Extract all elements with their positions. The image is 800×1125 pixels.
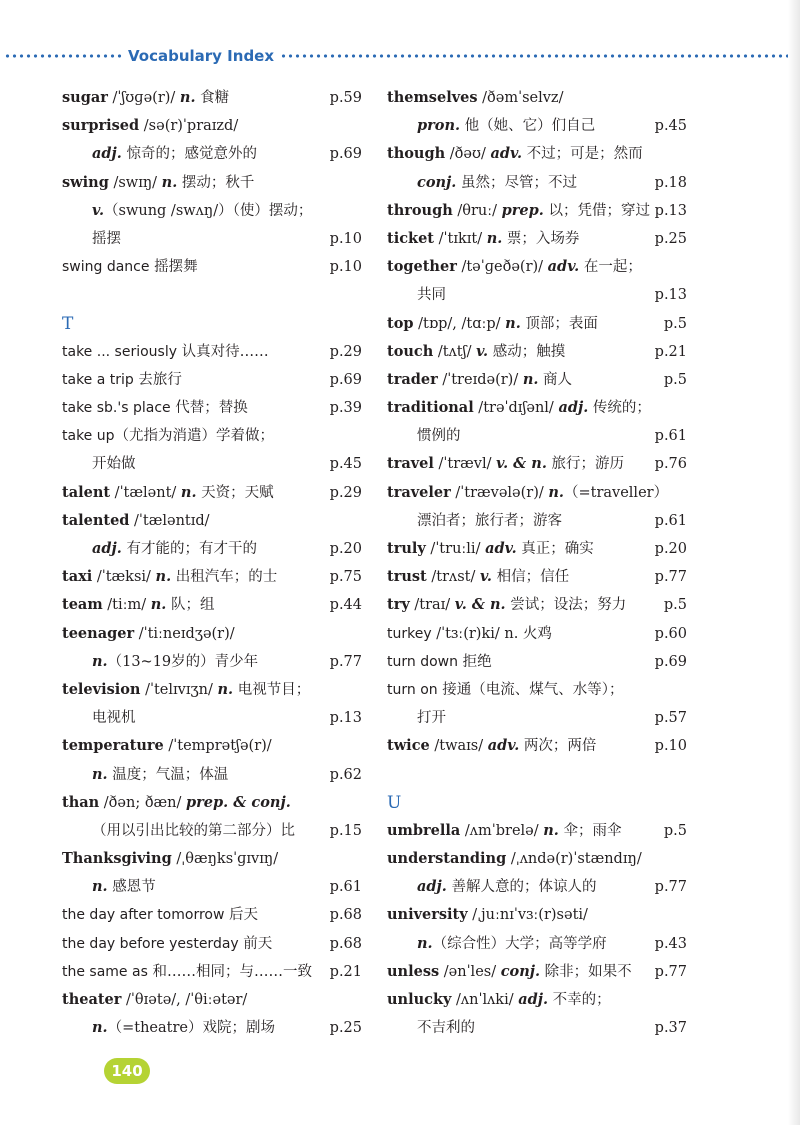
definition: 漂泊者；旅行者；游客 (417, 512, 562, 529)
definition: （尤指为消遣）学着做； (114, 428, 274, 445)
headword: taxi (62, 568, 93, 586)
page-reference: p.5 (663, 597, 687, 614)
phonetic: /tʌtʃ/ (433, 343, 477, 360)
definition: 两次；两倍 (519, 738, 597, 755)
definition: 天资；天赋 (196, 484, 274, 501)
page-reference: p.43 (654, 935, 687, 952)
headword: television (62, 680, 141, 698)
definition: 电视机 (92, 710, 136, 727)
phonetic: /twaɪs/ (429, 738, 488, 755)
part-of-speech: n. (522, 370, 539, 388)
index-entry (387, 873, 687, 901)
part-of-speech: adv. (485, 540, 517, 557)
page-reference: p.57 (654, 710, 687, 727)
index-entry (62, 1014, 362, 1042)
definition: 商人 (538, 371, 573, 388)
definition: 以；凭借；穿过 (543, 202, 650, 219)
index-entry (62, 620, 362, 648)
part-of-speech: adv. (487, 737, 520, 755)
definition: 传统的； (588, 400, 651, 417)
headword: swing (62, 173, 109, 191)
page-reference: p.20 (329, 541, 362, 557)
definition: 旅行；游历 (546, 456, 625, 473)
phonetic: /təˈɡeðə(r)/ (456, 259, 548, 276)
page-reference: p.21 (329, 963, 362, 980)
headword: take ... seriously (62, 343, 178, 360)
section-gap (62, 281, 362, 309)
headword: twice (387, 737, 430, 755)
index-entry (62, 225, 362, 253)
part-of-speech: n. (505, 314, 521, 332)
page-reference: p.77 (329, 653, 362, 670)
part-of-speech: conj. (417, 173, 457, 191)
index-entry (62, 479, 362, 507)
part-of-speech: v. (92, 201, 105, 219)
headword: through (387, 201, 453, 219)
index-entry (62, 817, 362, 845)
part-of-speech: n. (179, 89, 196, 106)
phonetic: /ˈtrævələ(r)/ (450, 484, 549, 501)
page-reference: p.61 (654, 512, 687, 529)
index-entry (62, 394, 362, 422)
headword: understanding (387, 850, 507, 868)
headword: talent (62, 483, 111, 501)
headword: turkey (387, 625, 432, 642)
definition: （=traveller） (563, 484, 669, 501)
page-reference: p.59 (329, 90, 362, 106)
headword: university (387, 906, 468, 924)
definition: （=theatre）戏院；剧场 (107, 1020, 275, 1037)
headword: surprised (62, 117, 140, 135)
page-reference: p.68 (329, 907, 362, 924)
index-entry (62, 140, 362, 168)
part-of-speech: prep. (501, 201, 544, 219)
index-entry (387, 676, 687, 704)
definition: 摇摆 (92, 230, 121, 247)
page-number: 140 (111, 1062, 143, 1080)
definition: 队；组 (166, 597, 215, 614)
index-entry (387, 84, 687, 112)
headword: traveler (387, 483, 451, 501)
definition: 出租汽车；的士 (171, 569, 278, 586)
phonetic: /ˌθæŋksˈɡɪvɪŋ/ (171, 851, 279, 868)
index-entry (387, 704, 687, 732)
definition: 共同 (417, 287, 446, 304)
definition: 和……相同；与……一致 (147, 963, 312, 980)
phonetic: /traɪ/ (409, 597, 455, 614)
section-title: Vocabulary Index (128, 47, 275, 65)
page-reference: p.10 (329, 230, 362, 247)
page-reference: p.29 (329, 343, 362, 360)
part-of-speech: v. & n. (496, 455, 547, 473)
page-reference: p.60 (654, 625, 687, 642)
index-entry (62, 732, 362, 760)
page-reference: p.21 (654, 343, 687, 360)
index-entry (387, 479, 687, 507)
page-reference: p.10 (654, 738, 687, 755)
phonetic: /ˈtelɪvɪʒn/ (140, 681, 218, 698)
index-entry (62, 253, 362, 281)
part-of-speech: n. (92, 652, 108, 670)
page-reference: p.5 (663, 315, 687, 332)
definition: /ˈtɜː(r)ki/ n. 火鸡 (431, 625, 552, 642)
page-reference: p.13 (329, 710, 362, 727)
index-entry (387, 901, 687, 929)
definition: 顶部；表面 (520, 315, 598, 332)
page-reference: p.61 (329, 879, 362, 896)
headword: take up (62, 428, 115, 445)
definition: 不幸的； (548, 992, 611, 1008)
index-entry (387, 930, 687, 958)
part-of-speech: v. (476, 342, 489, 360)
phonetic: /ˈtrævl/ (433, 456, 497, 473)
index-entry (62, 535, 362, 563)
headword: umbrella (387, 821, 461, 839)
part-of-speech: n. (486, 229, 503, 247)
index-entry (387, 422, 687, 450)
part-of-speech: adj. (558, 399, 589, 417)
page-reference: p.68 (329, 935, 362, 952)
phonetic: /trʌst/ (426, 569, 480, 586)
headword: swing dance (62, 259, 150, 276)
index-entry (387, 620, 687, 648)
headword: top (387, 314, 414, 332)
definition: 前天 (238, 935, 273, 952)
part-of-speech: prep. & conj. (186, 793, 291, 811)
definition: （swung /swʌŋ/）（使）摆动； (104, 202, 313, 219)
index-entry (62, 704, 362, 732)
page-reference: p.15 (329, 822, 362, 839)
definition: 惊奇的；感觉意外的 (121, 146, 257, 163)
phonetic: /ˈtemprətʃə(r)/ (163, 738, 272, 755)
index-entry (62, 648, 362, 676)
index-entry (387, 281, 687, 309)
phonetic: /ˈʃʊɡə(r)/ (107, 90, 180, 106)
headword: try (387, 596, 410, 614)
index-entry (62, 112, 362, 140)
index-entry (387, 648, 687, 676)
headword: touch (387, 342, 434, 360)
part-of-speech: adv. (490, 145, 522, 163)
part-of-speech: adv. (547, 258, 580, 276)
page-reference: p.62 (329, 766, 362, 783)
part-of-speech: n. (155, 568, 172, 586)
headword: turn on (387, 681, 438, 698)
part-of-speech: n. (217, 680, 234, 698)
definition: 食糖 (195, 90, 230, 106)
definition: 相信；信任 (491, 569, 570, 586)
headword: temperature (62, 737, 164, 755)
part-of-speech: conj. (500, 962, 541, 980)
headword: trust (387, 568, 427, 586)
phonetic: /ˌjuːnɪˈvɜː(r)səti/ (467, 907, 588, 924)
headword: ticket (387, 229, 435, 247)
index-entry (387, 366, 687, 394)
index-entry (62, 958, 362, 986)
index-entry (62, 845, 362, 873)
index-entry (62, 676, 362, 704)
definition: 拒绝 (457, 653, 492, 670)
definition: 尝试；设法；努力 (505, 597, 627, 614)
headword: than (62, 793, 100, 811)
index-entry (62, 901, 362, 929)
phonetic: /ˈtæləntɪd/ (129, 512, 210, 529)
part-of-speech: n. (548, 483, 564, 501)
headword: trader (387, 370, 438, 388)
part-of-speech: n. (150, 596, 167, 614)
headword: unlucky (387, 991, 452, 1008)
phonetic: /ˈtælənt/ (110, 484, 181, 501)
section-gap (387, 761, 687, 789)
part-of-speech: n. (92, 878, 108, 896)
index-entry (387, 845, 687, 873)
page-reference: p.13 (654, 287, 687, 304)
index-entry (62, 197, 362, 225)
index-entry (62, 366, 362, 394)
page-number-badge (104, 1058, 150, 1084)
headword: though (387, 145, 446, 163)
phonetic: /ˈtɪkɪt/ (434, 230, 487, 247)
part-of-speech: n. (92, 765, 108, 783)
headword: take sb.'s place (62, 400, 171, 417)
headword: the day after tomorrow (62, 907, 225, 924)
part-of-speech: adj. (92, 540, 122, 557)
page-reference: p.5 (663, 822, 687, 839)
index-entry (387, 140, 687, 168)
page-reference: p.77 (654, 963, 687, 980)
definition: 电视节目； (233, 681, 311, 698)
definition: （13~19岁的）青少年 (107, 653, 259, 670)
page-reference: p.76 (654, 456, 687, 473)
page-reference: p.25 (654, 230, 687, 247)
headword: the same as (62, 963, 148, 980)
part-of-speech: v. (479, 568, 492, 586)
page-reference: p.77 (654, 879, 687, 896)
definition: 善解人意的；体谅人的 (446, 879, 597, 896)
definition: 代替；替换 (170, 400, 248, 417)
page-reference: p.69 (654, 653, 687, 670)
page-reference: p.75 (329, 569, 362, 586)
index-entry (62, 422, 362, 450)
headword: take a trip (62, 371, 134, 388)
part-of-speech: adj. (92, 145, 122, 163)
index-entry (62, 450, 362, 478)
index-entry (62, 507, 362, 535)
part-of-speech: adj. (518, 991, 549, 1008)
definition: 感动；触摸 (488, 343, 566, 360)
definition: 认真对待…… (177, 343, 269, 360)
definition: 去旅行 (133, 371, 182, 388)
index-entry (62, 986, 362, 1014)
index-entry (62, 873, 362, 901)
page-reference: p.25 (329, 1020, 362, 1037)
phonetic: /ʌnˈlʌki/ (451, 992, 519, 1008)
phonetic: /ˈtæksi/ (92, 569, 156, 586)
letter-heading: T (62, 313, 74, 334)
phonetic: /ðəʊ/ (445, 146, 491, 163)
index-entry (62, 169, 362, 197)
page-reference: p.61 (654, 428, 687, 445)
headword: truly (387, 540, 426, 557)
index-entry (62, 84, 362, 112)
index-entry (62, 338, 362, 366)
index-entry (387, 958, 687, 986)
headword: together (387, 258, 457, 276)
index-entry (62, 761, 362, 789)
index-entry (387, 112, 687, 140)
page-reference: p.13 (654, 202, 687, 219)
definition: 开始做 (92, 456, 136, 473)
definition: 不过；可是；然而 (522, 146, 643, 163)
headword: traditional (387, 399, 474, 417)
phonetic: /tɒp/, /tɑːp/ (413, 315, 506, 332)
page-reference: p.45 (329, 456, 362, 473)
page-reference: p.5 (663, 371, 687, 388)
page-reference: p.18 (654, 174, 687, 191)
definition: 打开 (417, 710, 446, 727)
definition: 感恩节 (107, 879, 156, 896)
phonetic: /ˌʌndə(r)ˈstændɪŋ/ (506, 851, 642, 868)
index-entry (387, 563, 687, 591)
definition: 在一起； (579, 259, 642, 276)
page-reference: p.39 (329, 400, 362, 417)
index-entry (387, 732, 687, 760)
phonetic: /ˈtruːli/ (425, 541, 486, 557)
index-entry (387, 394, 687, 422)
phonetic: /ʌmˈbrelə/ (460, 822, 544, 839)
part-of-speech: pron. (417, 117, 461, 135)
index-entry (387, 310, 687, 338)
definition: （用以引出比较的第二部分）比 (92, 822, 295, 839)
headword: themselves (387, 89, 478, 106)
definition: 票；入场券 (502, 230, 580, 247)
definition: 不吉利的 (417, 1020, 475, 1037)
phonetic: /tiːm/ (102, 597, 151, 614)
definition: 惯例的 (417, 428, 461, 445)
index-entry (387, 450, 687, 478)
index-entry (62, 591, 362, 619)
phonetic: /trəˈdɪʃənl/ (473, 400, 559, 417)
definition: 摆动；秋千 (177, 174, 255, 191)
headword: teenager (62, 624, 135, 642)
page-reference: p.29 (329, 484, 362, 501)
headword: unless (387, 962, 440, 980)
phonetic: /ˈtreɪdə(r)/ (437, 371, 523, 388)
index-entry (62, 563, 362, 591)
part-of-speech: n. (180, 483, 197, 501)
phonetic: /θruː/ (452, 202, 502, 219)
index-entry (387, 591, 687, 619)
part-of-speech: n. (161, 173, 178, 191)
part-of-speech: n. (92, 1019, 108, 1037)
headword: turn down (387, 653, 458, 670)
phonetic: /ˈtiːneɪdʒə(r)/ (134, 625, 235, 642)
phonetic: /swɪŋ/ (108, 174, 162, 191)
phonetic: /sə(r)ˈpraɪzd/ (139, 118, 239, 135)
page-reference: p.69 (329, 146, 362, 163)
headword: travel (387, 455, 434, 473)
headword: Thanksgiving (62, 850, 172, 868)
header-dots-left (4, 53, 122, 59)
definition: 有才能的；有才干的 (121, 541, 257, 557)
definition: 真正；确实 (516, 541, 594, 557)
page-reference: p.45 (654, 118, 687, 135)
index-entry (387, 507, 687, 535)
definition: 接通（电流、煤气、水等）； (437, 681, 624, 698)
section-header (0, 42, 800, 70)
part-of-speech: v. & n. (454, 596, 506, 614)
part-of-speech: n. (543, 821, 559, 839)
definition: 虽然；尽管；不过 (456, 174, 577, 191)
headword: theater (62, 991, 122, 1008)
definition: 他（她、它）们自己 (460, 118, 596, 135)
phonetic: /ðəmˈselvz/ (477, 90, 564, 106)
index-entry (387, 338, 687, 366)
phonetic: /ðən; ðæn/ (99, 794, 187, 811)
page-spine-shadow (788, 0, 800, 1125)
index-entry (62, 930, 362, 958)
index-entry (387, 225, 687, 253)
phonetic: /ˈθɪətə/, /ˈθiːətər/ (121, 992, 248, 1008)
index-entry (387, 169, 687, 197)
right-column (387, 84, 687, 1042)
definition: 除非；如果不 (540, 963, 632, 980)
index-entry (387, 1014, 687, 1042)
headword: talented (62, 511, 130, 529)
headword: sugar (62, 89, 108, 106)
page-reference: p.10 (329, 259, 362, 276)
index-entry (387, 986, 687, 1014)
index-entry (387, 535, 687, 563)
definition: 后天 (224, 907, 259, 924)
definition: 伞；雨伞 (558, 822, 622, 839)
headword: team (62, 596, 103, 614)
page-reference: p.37 (654, 1020, 687, 1037)
page-reference: p.69 (329, 371, 362, 388)
part-of-speech: n. (417, 934, 433, 952)
definition: 摇摆舞 (149, 259, 198, 276)
index-entry (62, 789, 362, 817)
definition: （综合性）大学；高等学府 (432, 935, 607, 952)
index-entry (387, 253, 687, 281)
part-of-speech: adj. (417, 878, 447, 896)
index-entry (387, 817, 687, 845)
phonetic: /ənˈles/ (439, 963, 501, 980)
letter-heading: U (387, 792, 402, 813)
definition: 温度；气温；体温 (107, 766, 229, 783)
page-reference: p.44 (329, 597, 362, 614)
index-entry (387, 197, 687, 225)
left-column (62, 84, 362, 1042)
headword: the day before yesterday (62, 935, 239, 952)
page-reference: p.77 (654, 569, 687, 586)
header-dots-right (280, 53, 800, 59)
page-reference: p.20 (654, 541, 687, 557)
